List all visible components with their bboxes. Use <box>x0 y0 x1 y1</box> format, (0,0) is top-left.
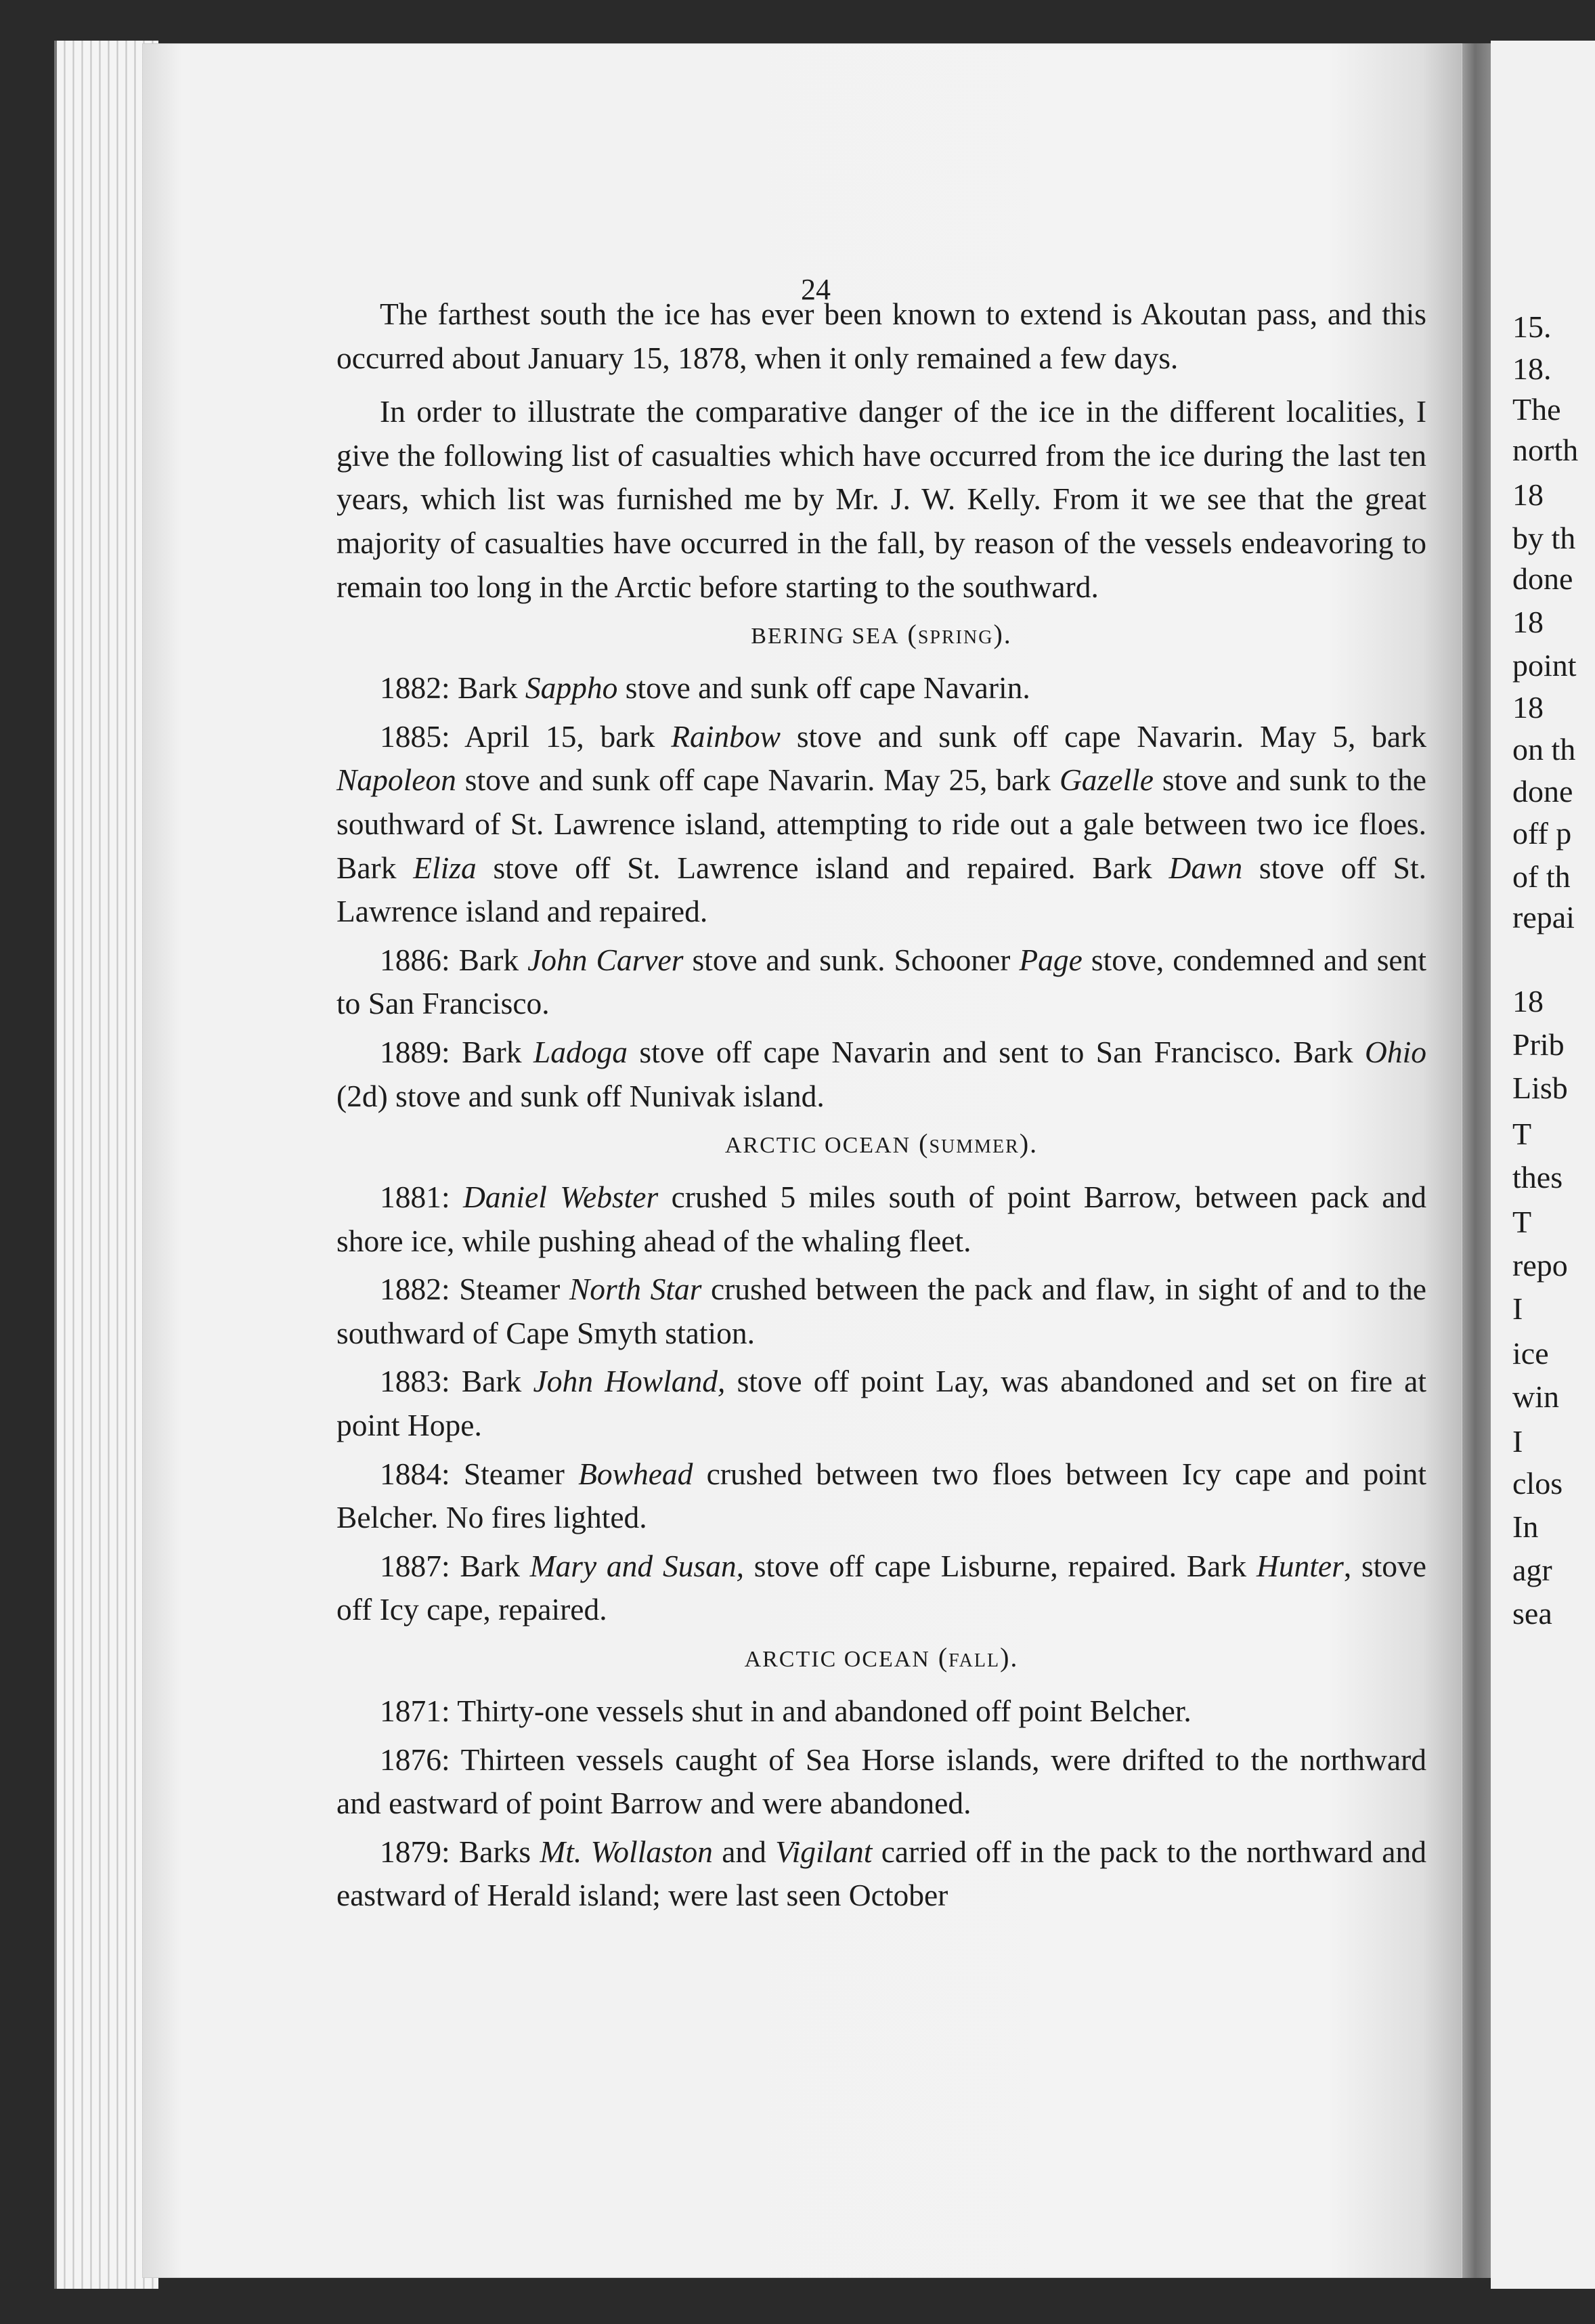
entry-text: stove off St. Lawrence island and repaired. Bark <box>476 850 1169 885</box>
intro-paragraph: In order to illustrate the comparative danger of the ice in the different localities, I give the following list of casualties which have occurred from the ice during the last ten years, which list was furnished me by Mr. J. W. Kelly. From it we see that the great majority of casualties have occurred in the fall, by reason of the vessels endeavoring to remain too long in the Arctic before starting to the southward. <box>336 394 1426 604</box>
vessel-name: Mt. Wollaston <box>540 1834 713 1869</box>
entry-text: stove off cape Navarin and sent to San Francisco. Bark <box>627 1034 1365 1069</box>
entry-text: Bark <box>450 1034 533 1069</box>
facing-page-fragment: 18 <box>1512 605 1544 639</box>
casualty-entry <box>336 1268 1426 1355</box>
section-heading-main: BERING SEA <box>751 624 900 649</box>
section-heading-main: ARCTIC OCEAN <box>724 1133 911 1159</box>
entry-year: 1889: <box>380 1034 450 1069</box>
intro-paragraph: The farthest south the ice has ever been known to extend is Akoutan pass, and this occurred about January 15, 1878, when it only remained a few days. <box>336 297 1426 375</box>
vessel-name: Ladoga <box>533 1034 628 1069</box>
vessel-name: Ohio <box>1365 1034 1426 1069</box>
entry-text: stove off cape Lisburne, repaired. Bark <box>744 1548 1257 1583</box>
vessel-name: Gazelle <box>1059 762 1154 798</box>
page-number: 24 <box>801 273 831 306</box>
vessel-name: Eliza <box>413 850 477 885</box>
vessel-name: John Howland, <box>533 1364 726 1399</box>
entry-text: Thirteen vessels caught of Sea Horse islands, were drifted to the northward and eastward of point Barrow and were abandoned. <box>336 1742 1426 1821</box>
entry-text: crushed between two floes between Icy cape and point Belcher. No fires lighted. <box>336 1456 1426 1535</box>
section-heading-season: (fall). <box>930 1642 1019 1673</box>
vessel-name: Bowhead <box>578 1456 693 1491</box>
entry-text: Barks <box>450 1834 540 1869</box>
vessel-name: Sappho <box>525 670 618 706</box>
facing-page-fragment: on th <box>1512 732 1576 767</box>
section-heading-season: (spring). <box>899 619 1012 650</box>
entry-text: Steamer <box>450 1456 579 1491</box>
facing-page-fragment: repo <box>1512 1248 1568 1283</box>
entry-text: Steamer <box>450 1272 569 1307</box>
entry-year: 1887: <box>380 1548 450 1583</box>
entry-year: 1886: <box>380 942 450 977</box>
entry-year: 1879: <box>380 1834 450 1869</box>
entry-text: stove and sunk to the southward of St. Lawrence island, attempting to ride out a gale between two ice floes. Bark <box>336 762 1426 885</box>
casualty-entry <box>336 1360 1426 1447</box>
entry-text: Thirty-one vessels shut in and abandoned off point Belcher. <box>450 1694 1192 1729</box>
entry-text: Bark <box>450 1548 530 1583</box>
casualty-entry <box>336 715 1426 934</box>
facing-page-fragment: by th <box>1512 521 1576 555</box>
facing-page-fragment: north <box>1512 433 1579 467</box>
facing-page-fragment: done <box>1512 774 1573 809</box>
entry-text: stove off point Lay, was abandoned and set on fire at point Hope. <box>336 1364 1427 1443</box>
section-heading-season: (summer). <box>911 1128 1039 1159</box>
entry-year: 1882: <box>380 1272 450 1307</box>
vessel-name: Daniel Webster <box>463 1180 659 1215</box>
entry-year: 1881: <box>380 1180 450 1215</box>
entry-text: crushed between the pack and flaw, in sight of and to the southward of Cape Smyth station. <box>336 1272 1427 1350</box>
entry-year: 1884: <box>380 1456 450 1491</box>
entry-text: stove, condemned and sent to San Francisco. <box>336 942 1426 1021</box>
entry-text: April 15, bark <box>450 718 672 754</box>
entry-text: , stove off Icy cape, repaired. <box>336 1548 1427 1627</box>
vessel-name: Dawn <box>1168 850 1243 885</box>
section-heading <box>336 1130 1426 1159</box>
casualty-entry <box>336 666 1426 710</box>
facing-page-fragment: done <box>1512 561 1573 596</box>
entry-text: stove and sunk. Schooner <box>683 942 1020 977</box>
facing-page-fragment: repai <box>1512 900 1575 934</box>
facing-page <box>1491 41 1595 2289</box>
facing-page-fragment: off p <box>1512 816 1572 851</box>
entry-text: carried off in the pack to the northward and eastward of Herald island; were last seen October <box>336 1834 1427 1913</box>
casualty-entry <box>336 1830 1426 1918</box>
vessel-name: Vigilant <box>775 1834 873 1869</box>
vessel-name: Mary and Susan, <box>529 1548 745 1583</box>
vessel-name: Napoleon <box>336 762 456 798</box>
facing-page-fragment: ice <box>1512 1336 1549 1371</box>
vessel-name: Hunter <box>1256 1548 1344 1583</box>
facing-page-fragment: I <box>1512 1424 1523 1459</box>
casualty-entry <box>336 1738 1426 1826</box>
vessel-name: John Carver <box>527 942 684 977</box>
casualty-entry <box>336 1545 1426 1632</box>
book-gutter <box>1462 43 1491 2278</box>
entry-text: Bark <box>450 670 525 706</box>
casualty-entry <box>336 1690 1426 1734</box>
vessel-name: Page <box>1019 942 1083 977</box>
facing-page-fragment: The <box>1512 392 1561 427</box>
vessel-name: Rainbow <box>671 718 781 754</box>
facing-page-fragment: 15. <box>1512 309 1552 344</box>
section-heading <box>336 621 1426 650</box>
section-heading <box>336 1644 1426 1673</box>
facing-page-fragment: In <box>1512 1509 1539 1544</box>
entry-text: (2d) stove and sunk off Nunivak island. <box>336 1078 825 1113</box>
entry-text <box>450 1180 463 1214</box>
entry-text: crushed 5 miles south of point Barrow, between pack and shore ice, while pushing ahead of the whaling fleet. <box>336 1180 1426 1258</box>
facing-page-fragment: clos <box>1512 1466 1563 1501</box>
entry-year: 1882: <box>380 670 450 706</box>
facing-page-fragment: Prib <box>1512 1027 1565 1062</box>
casualty-entry <box>336 1031 1426 1118</box>
facing-page-fragment: 18 <box>1512 984 1544 1018</box>
facing-page-fragment: thes <box>1512 1160 1563 1195</box>
casualty-entry <box>336 1452 1426 1540</box>
casualty-entry <box>336 1176 1426 1263</box>
entry-text: stove and sunk off cape Navarin. May 25, bark <box>456 762 1059 798</box>
facing-page-fragment: 18 <box>1512 477 1544 512</box>
facing-page-fragment: T <box>1512 1205 1532 1239</box>
entry-text: Bark <box>450 1364 533 1399</box>
entry-text: stove off St. Lawrence island and repaired. <box>336 850 1426 929</box>
vessel-name: North Star <box>569 1272 702 1307</box>
body-text <box>336 293 1426 1922</box>
entry-text: and <box>712 1834 776 1869</box>
facing-page-fragment: I <box>1512 1291 1523 1326</box>
entry-year: 1883: <box>380 1364 450 1399</box>
entry-text: Bark <box>450 942 528 977</box>
section-heading-main: ARCTIC OCEAN <box>744 1647 930 1673</box>
facing-page-fragment: of th <box>1512 859 1571 894</box>
facing-page-fragment: 18 <box>1512 690 1544 725</box>
casualty-entry <box>336 939 1426 1026</box>
entry-text: stove and sunk off cape Navarin. May 5, bark <box>781 718 1426 754</box>
entry-text: stove and sunk off cape Navarin. <box>617 670 1030 706</box>
facing-page-fragment: 18. <box>1512 351 1552 386</box>
entry-year: 1876: <box>380 1742 450 1777</box>
entry-year: 1885: <box>380 718 450 754</box>
facing-page-fragment: agr <box>1512 1553 1552 1587</box>
facing-page-fragment: win <box>1512 1379 1559 1414</box>
entry-year: 1871: <box>380 1694 450 1729</box>
facing-page-fragment: Lisb <box>1512 1071 1568 1105</box>
facing-page-fragment: sea <box>1512 1596 1552 1631</box>
facing-page-fragment: T <box>1512 1117 1532 1151</box>
facing-page-fragment: point <box>1512 648 1577 683</box>
